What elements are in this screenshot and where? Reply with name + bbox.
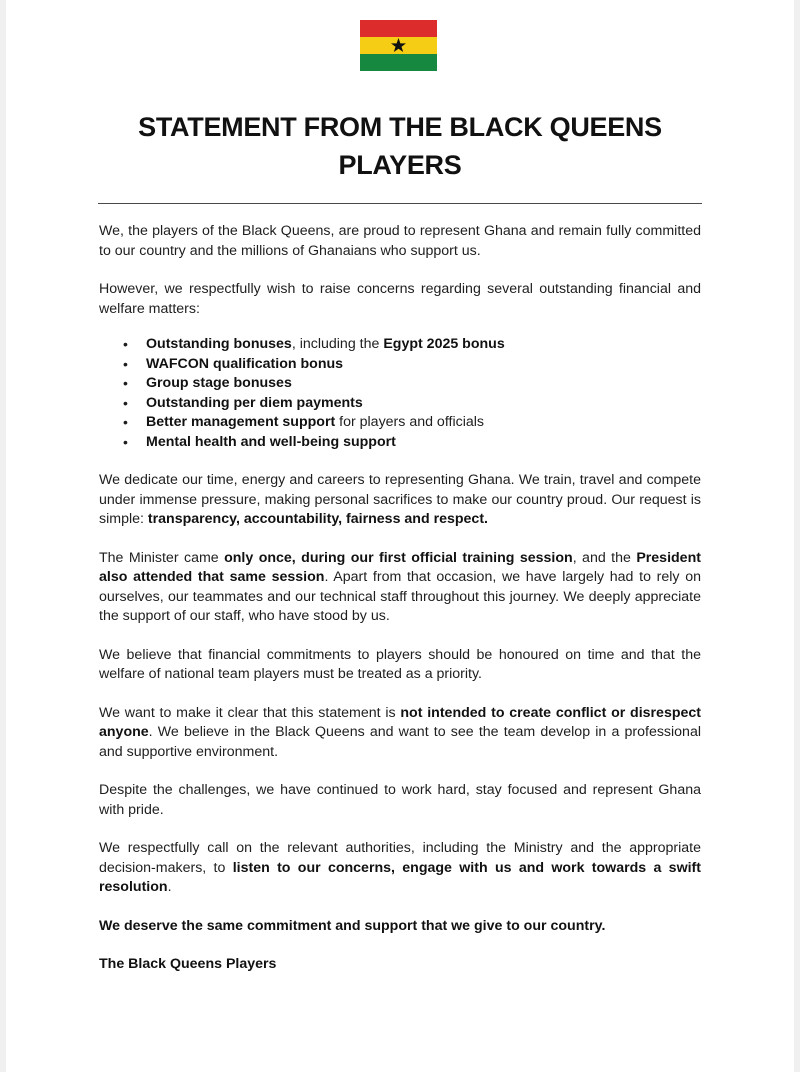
bullet-icon: • <box>123 375 128 391</box>
concerns-list <box>99 335 701 452</box>
page-edge-right <box>794 0 800 1072</box>
title-divider <box>98 203 702 204</box>
list-item: • Outstanding bonuses, including the Egypt 2025 bonus <box>99 335 701 355</box>
bullet-icon: • <box>123 414 128 430</box>
list-item: • WAFCON qualification bonus <box>99 355 701 375</box>
bullet-icon: • <box>123 433 128 450</box>
statement-body <box>99 222 701 994</box>
ghana-flag-icon <box>360 20 437 71</box>
paragraph-challenges: Despite the challenges, we have continued to work hard, stay focused and represent Ghana with pride. <box>99 782 701 818</box>
bullet-icon: • <box>123 355 128 372</box>
paragraph-call: We respectfully call on the relevant authorities, including the Ministry and the appropriate decision-makers, to listen to our concerns, engage with us and work towards a swift resolution. <box>99 840 702 895</box>
paragraph-concerns: However, we respectfully wish to raise concerns regarding several outstanding financial and welfare matters: <box>99 281 701 317</box>
title-line-1: STATEMENT FROM THE BLACK QUEENS <box>138 112 662 142</box>
paragraph-closing: We deserve the same commitment and support that we give to our country. <box>99 917 606 934</box>
paragraph-minister: The Minister came only once, during our first official training session, and the President also attended that same session. Apart from that occasion, we have largely had to rely on ourselves, our teammates and our technical staff throughout this journey. We deeply appreciate the support of our staff, who have stood by us. <box>99 549 701 624</box>
list-item: • Mental health and well-being support <box>99 433 701 453</box>
bullet-icon: • <box>123 336 128 352</box>
black-star-icon <box>360 20 437 71</box>
paragraph-dedication: We dedicate our time, energy and careers to representing Ghana. We train, travel and compete under immense pressure, making personal sacrifices to make our country proud. Our request is simple: transparency, accountability, fairness and respect. <box>99 472 701 527</box>
list-item: • Group stage bonuses <box>99 374 701 394</box>
paragraph-intent: We want to make it clear that this statement is not intended to create conflict or disrespect anyone. We believe in the Black Queens and want to see the team develop in a professional and supportive environment. <box>99 704 702 760</box>
list-item: • Better management support for players and officials <box>99 413 701 433</box>
paragraph-financial: We believe that financial commitments to players should be honoured on time and that the welfare of national team players must be treated as a priority. <box>99 646 701 682</box>
page-edge-left <box>0 0 6 1072</box>
paragraph-intro: We, the players of the Black Queens, are proud to represent Ghana and remain fully committed to our country and the millions of Ghanaians who support us. <box>99 223 701 259</box>
bullet-icon: • <box>123 394 128 411</box>
list-item: • Outstanding per diem payments <box>99 394 701 414</box>
title-line-2: PLAYERS <box>338 150 462 180</box>
page-title <box>100 108 700 184</box>
signature: The Black Queens Players <box>99 956 277 972</box>
